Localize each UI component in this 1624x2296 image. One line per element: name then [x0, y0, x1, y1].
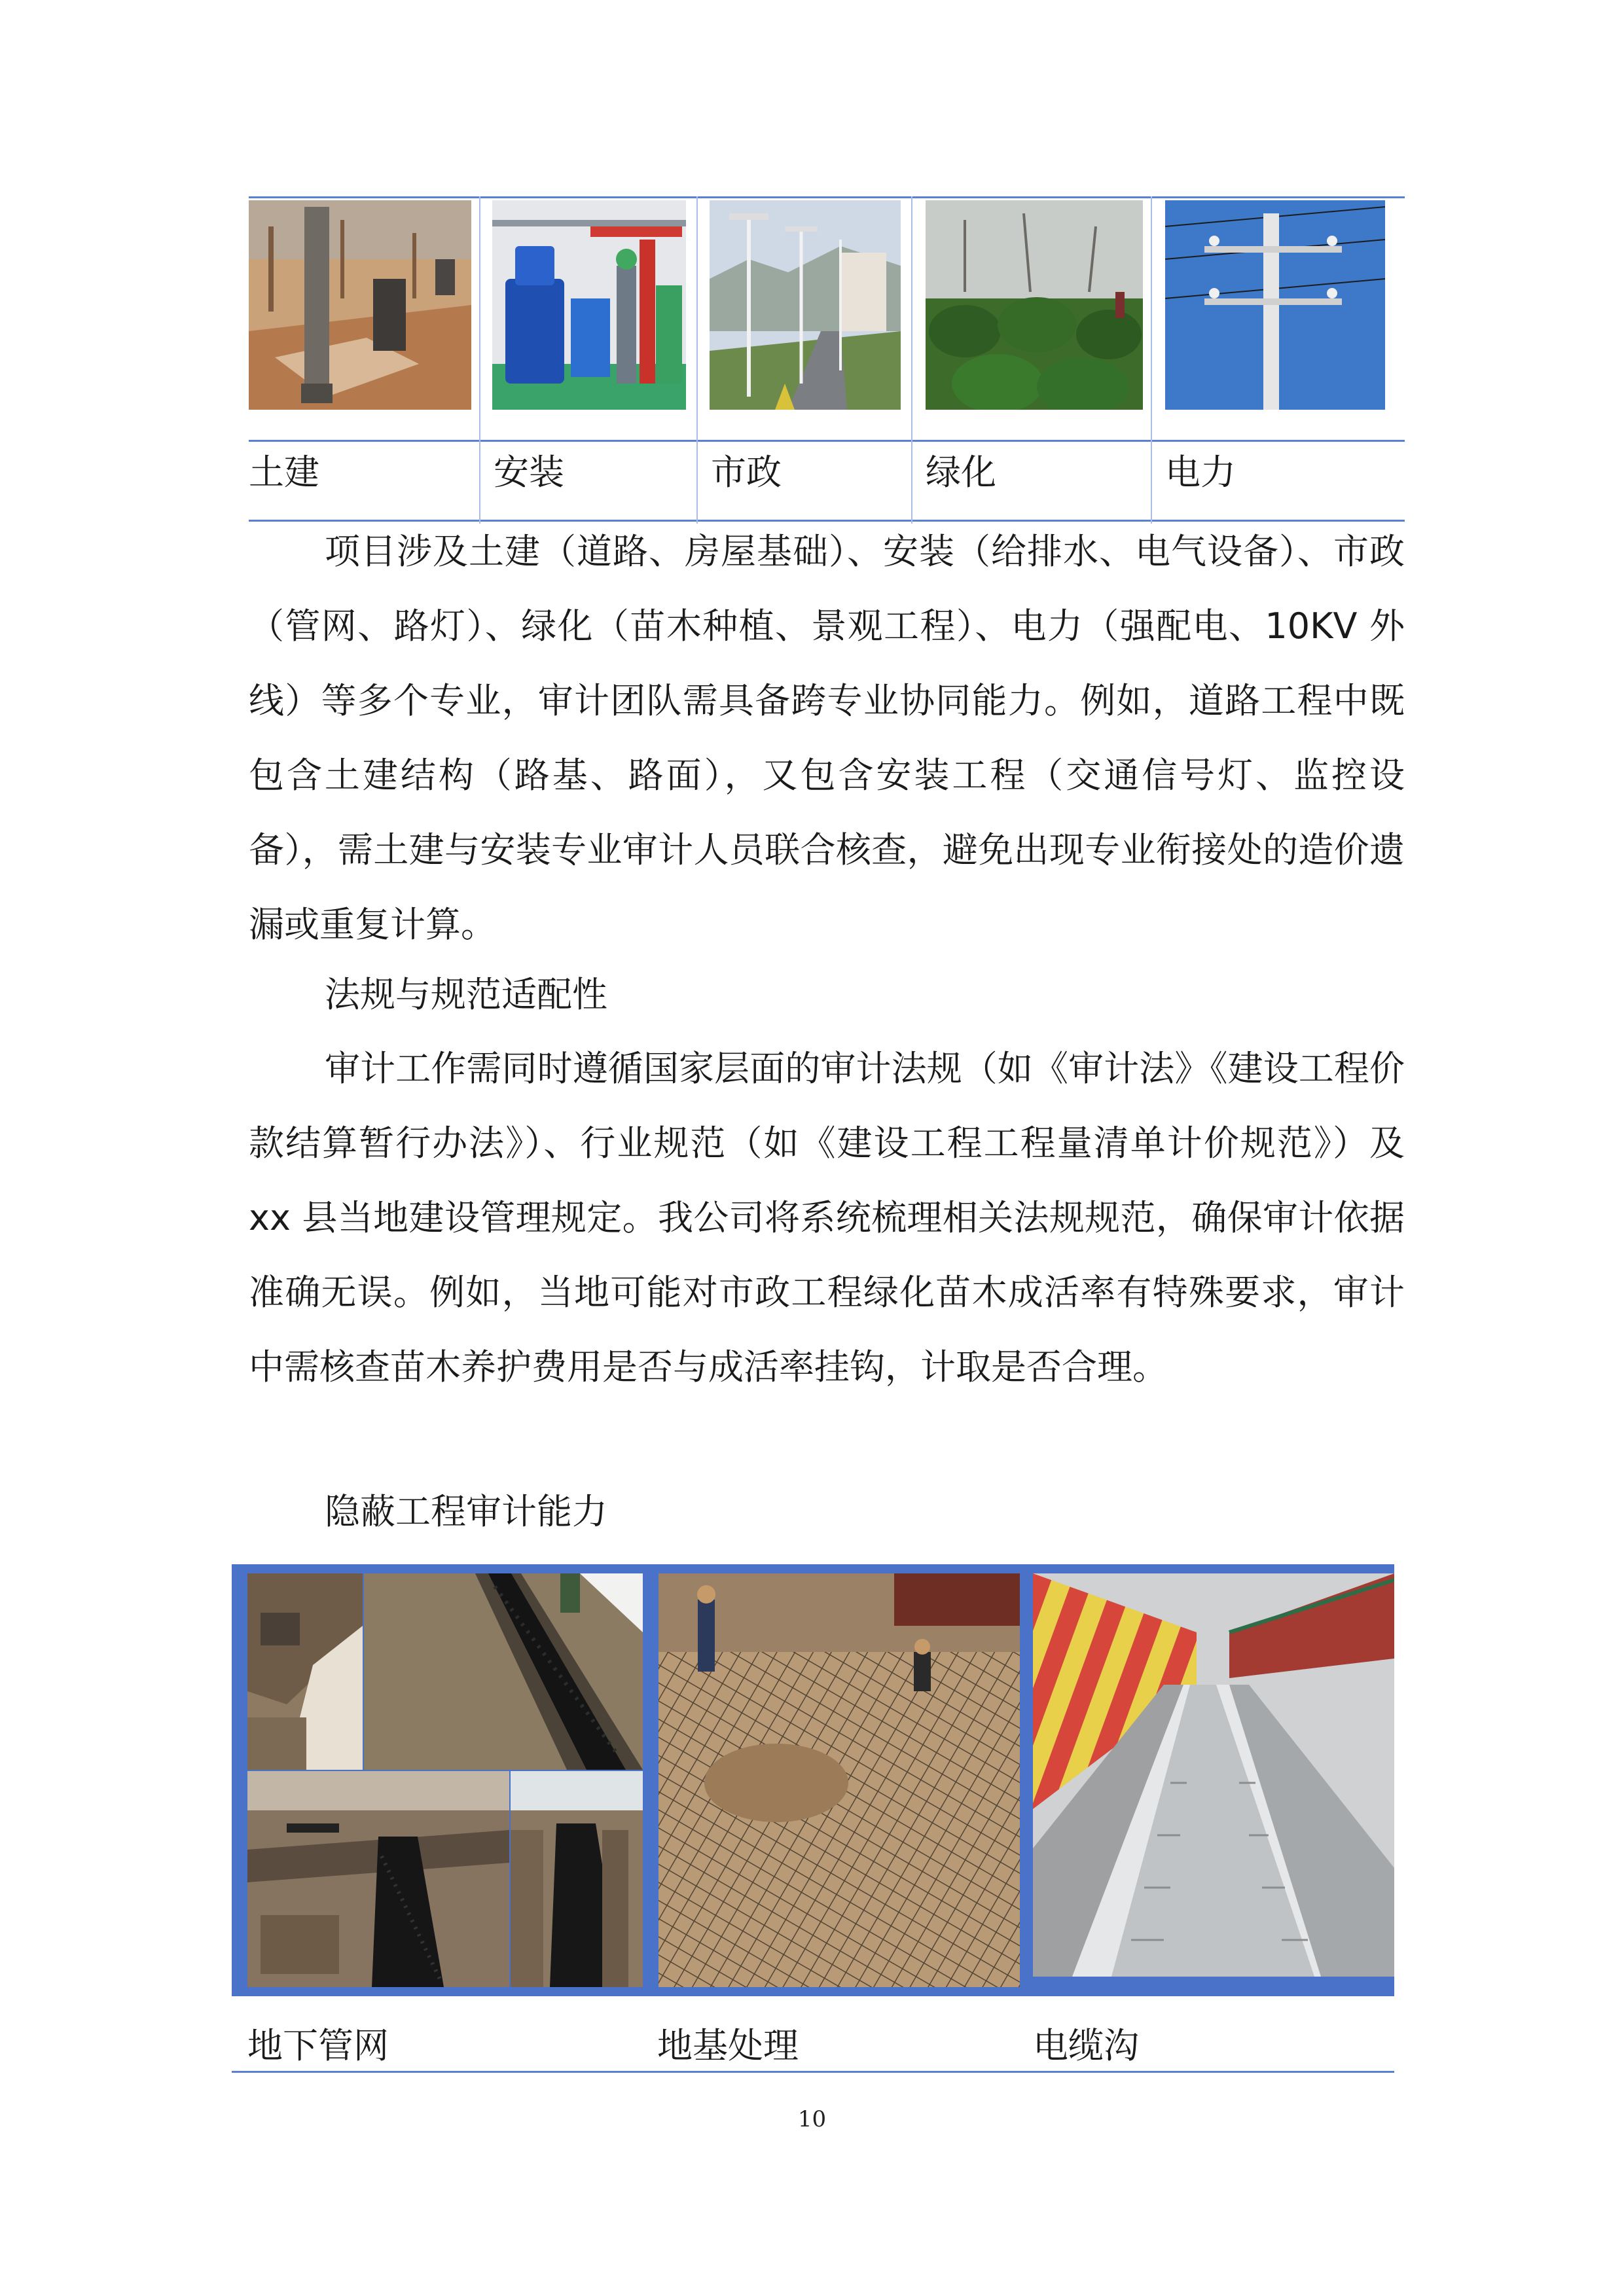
caption-underground-pipes: 地下管网: [247, 2025, 389, 2066]
paragraph-regulations: 审计工作需同时遵循国家层面的审计法规（如《审计法》《建设工程价款结算暂行办法》）、行业规范（如《建设工程工程量清单计价规范》）及 xx 县当地建设管理规定。我公司将系统梳理相关法规规范，确保审计依据准确无误。例如，当地可能对市政工程绿化苗木成活率有特殊要求，审计中需核查苗木养护费用是否与成活率挂钩，计取是否合理。: [249, 1048, 1405, 1388]
caption-municipal: 市政: [711, 452, 782, 493]
caption-cable-trench: 电缆沟: [1033, 2025, 1139, 2066]
pipe-trench-photo-3: [247, 1771, 509, 1987]
column-divider: [911, 196, 912, 524]
caption-installation: 安装: [494, 452, 564, 493]
specialty-table: [249, 196, 1405, 524]
pipe-trench-photo-4: [511, 1771, 643, 1987]
paragraph-multi-discipline: 项目涉及土建（道路、房屋基础）、安装（给排水、电气设备）、市政（管网、路灯）、绿化（苗木种植、景观工程）、电力（强配电、10KV 外线）等多个专业，审计团队需具备跨专业协同能力。例如，道路工程中既包含土建结构（路基、路面），又包含安装工程（交通信号灯、监控设备），需土建与安装专业审计人员联合核查，避免出现专业衔接处的造价遗漏或重复计算。: [249, 531, 1405, 945]
caption-foundation: 地基处理: [657, 2025, 799, 2066]
caption-civil: 土建: [249, 452, 319, 493]
municipal-street-light-photo: [710, 200, 901, 410]
table-top-border: [249, 196, 1405, 198]
civil-construction-photo: [249, 200, 471, 410]
installation-pumps-photo: [492, 200, 686, 410]
caption-greening: 绿化: [926, 452, 996, 493]
pipe-trench-photo-1: [247, 1573, 363, 1770]
column-divider: [479, 196, 480, 524]
table-middle-border: [249, 440, 1405, 442]
caption-power: 电力: [1165, 452, 1236, 493]
page-number: 10: [797, 2106, 827, 2132]
heading-concealed-works: 隐蔽工程审计能力: [325, 1491, 607, 1532]
concealed-works-table: [232, 1564, 1394, 2075]
column-divider: [696, 196, 698, 524]
cable-trench-photo: [1033, 1573, 1394, 1977]
power-line-photo: [1165, 200, 1385, 410]
foundation-rebar-photo: [659, 1573, 1020, 1987]
table-bottom-border: [232, 2071, 1394, 2073]
heading-regulations: 法规与规范适配性: [325, 974, 607, 1015]
column-divider: [1151, 196, 1152, 524]
pipe-trench-photo-2: [364, 1573, 643, 1770]
greening-shrubs-photo: [926, 200, 1143, 410]
